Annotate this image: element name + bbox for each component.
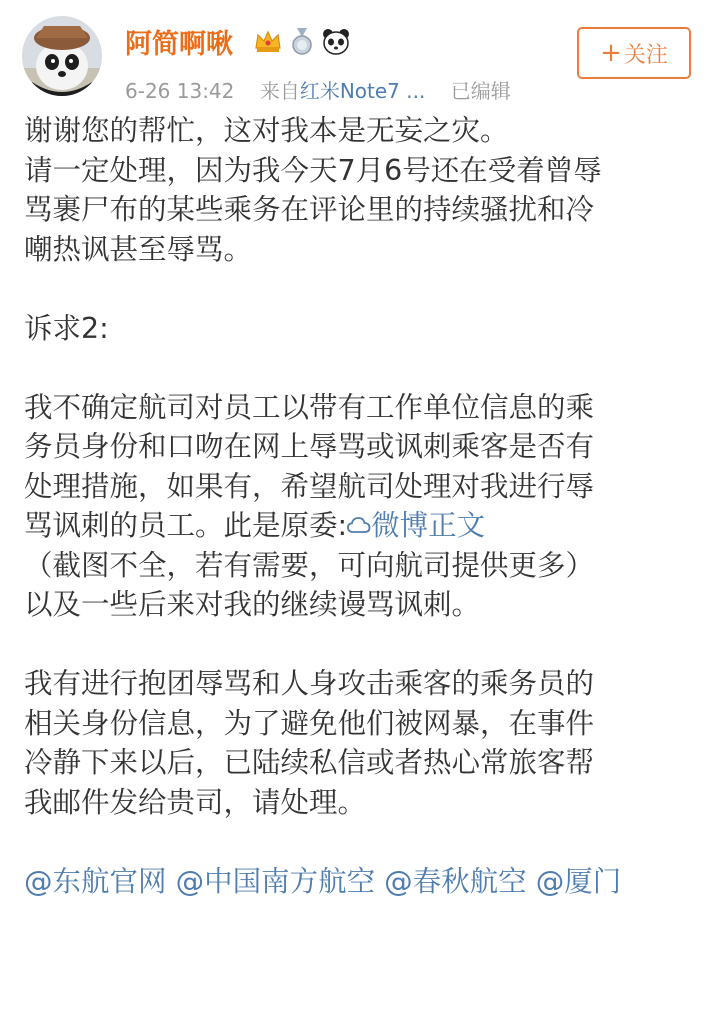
post-line: 以及一些后来对我的继续谩骂讽刺。 xyxy=(24,588,481,621)
edited-label: 已编辑 xyxy=(450,79,511,103)
post-line-with-link xyxy=(24,506,706,546)
post-body xyxy=(24,111,706,901)
user-badges xyxy=(253,26,351,56)
post-line: 冷静下来以后，已陆续私信或者热心常旅客帮 xyxy=(24,746,595,779)
mention-link[interactable]: @东航官网 xyxy=(24,864,167,898)
mention-link[interactable]: @厦门 xyxy=(535,864,622,898)
post-line: 嘲热讽甚至辱骂。 xyxy=(24,232,253,266)
post-line: 我不确定航司对员工以带有工作单位信息的乘 xyxy=(24,390,595,424)
weibo-article-link[interactable] xyxy=(347,509,485,542)
weibo-link-text: 微博正文 xyxy=(371,509,486,542)
source-prefix: 来自 xyxy=(259,79,300,103)
post-line: 处理措施，如果有，希望航司处理对我进行辱 xyxy=(24,469,595,503)
post-line: 务员身份和口吻在网上辱骂或讽刺乘客是否有 xyxy=(24,430,595,463)
post-line: 请一定处理，因为我今天7月6号还在受着曾辱 xyxy=(24,153,602,187)
plus-icon: + xyxy=(600,38,622,68)
panda-badge-icon[interactable] xyxy=(321,26,351,56)
post-time: 6-26 13:42 xyxy=(125,79,235,103)
post-line: 我有进行抱团辱骂和人身攻击乘客的乘务员的 xyxy=(24,667,595,700)
follow-button[interactable] xyxy=(577,27,691,79)
post-line: 谢谢您的帮忙，这对我本是无妄之灾。 xyxy=(24,114,509,147)
post-header xyxy=(0,0,718,112)
cloud-link-icon xyxy=(347,516,371,536)
post-line: 相关身份信息，为了避免他们被网暴，在事件 xyxy=(24,706,595,740)
follow-label: 关注 xyxy=(623,42,668,68)
post-line: 骂裹尸布的某些乘务在评论里的持续骚扰和冷 xyxy=(24,193,595,226)
post-line: （截图不全，若有需要，可向航司提供更多） xyxy=(24,548,595,582)
post-source-link[interactable]: 红米Note7 ... xyxy=(299,79,426,103)
post-meta xyxy=(125,75,511,104)
mentions-line xyxy=(24,862,706,902)
user-avatar[interactable] xyxy=(22,16,102,96)
mention-link[interactable]: @春秋航空 xyxy=(384,864,527,898)
post-line: 我邮件发给贵司，请处理。 xyxy=(24,785,367,819)
username[interactable]: 阿简啊啾 xyxy=(125,29,233,60)
medal-badge-icon[interactable] xyxy=(287,26,317,56)
post-line: 诉求2: xyxy=(24,311,109,345)
mention-link[interactable]: @中国南方航空 xyxy=(175,864,376,898)
crown-badge-icon[interactable] xyxy=(253,26,283,56)
post-line-text: 骂讽刺的员工。此是原委: xyxy=(24,509,348,542)
avatar-image xyxy=(22,16,102,96)
